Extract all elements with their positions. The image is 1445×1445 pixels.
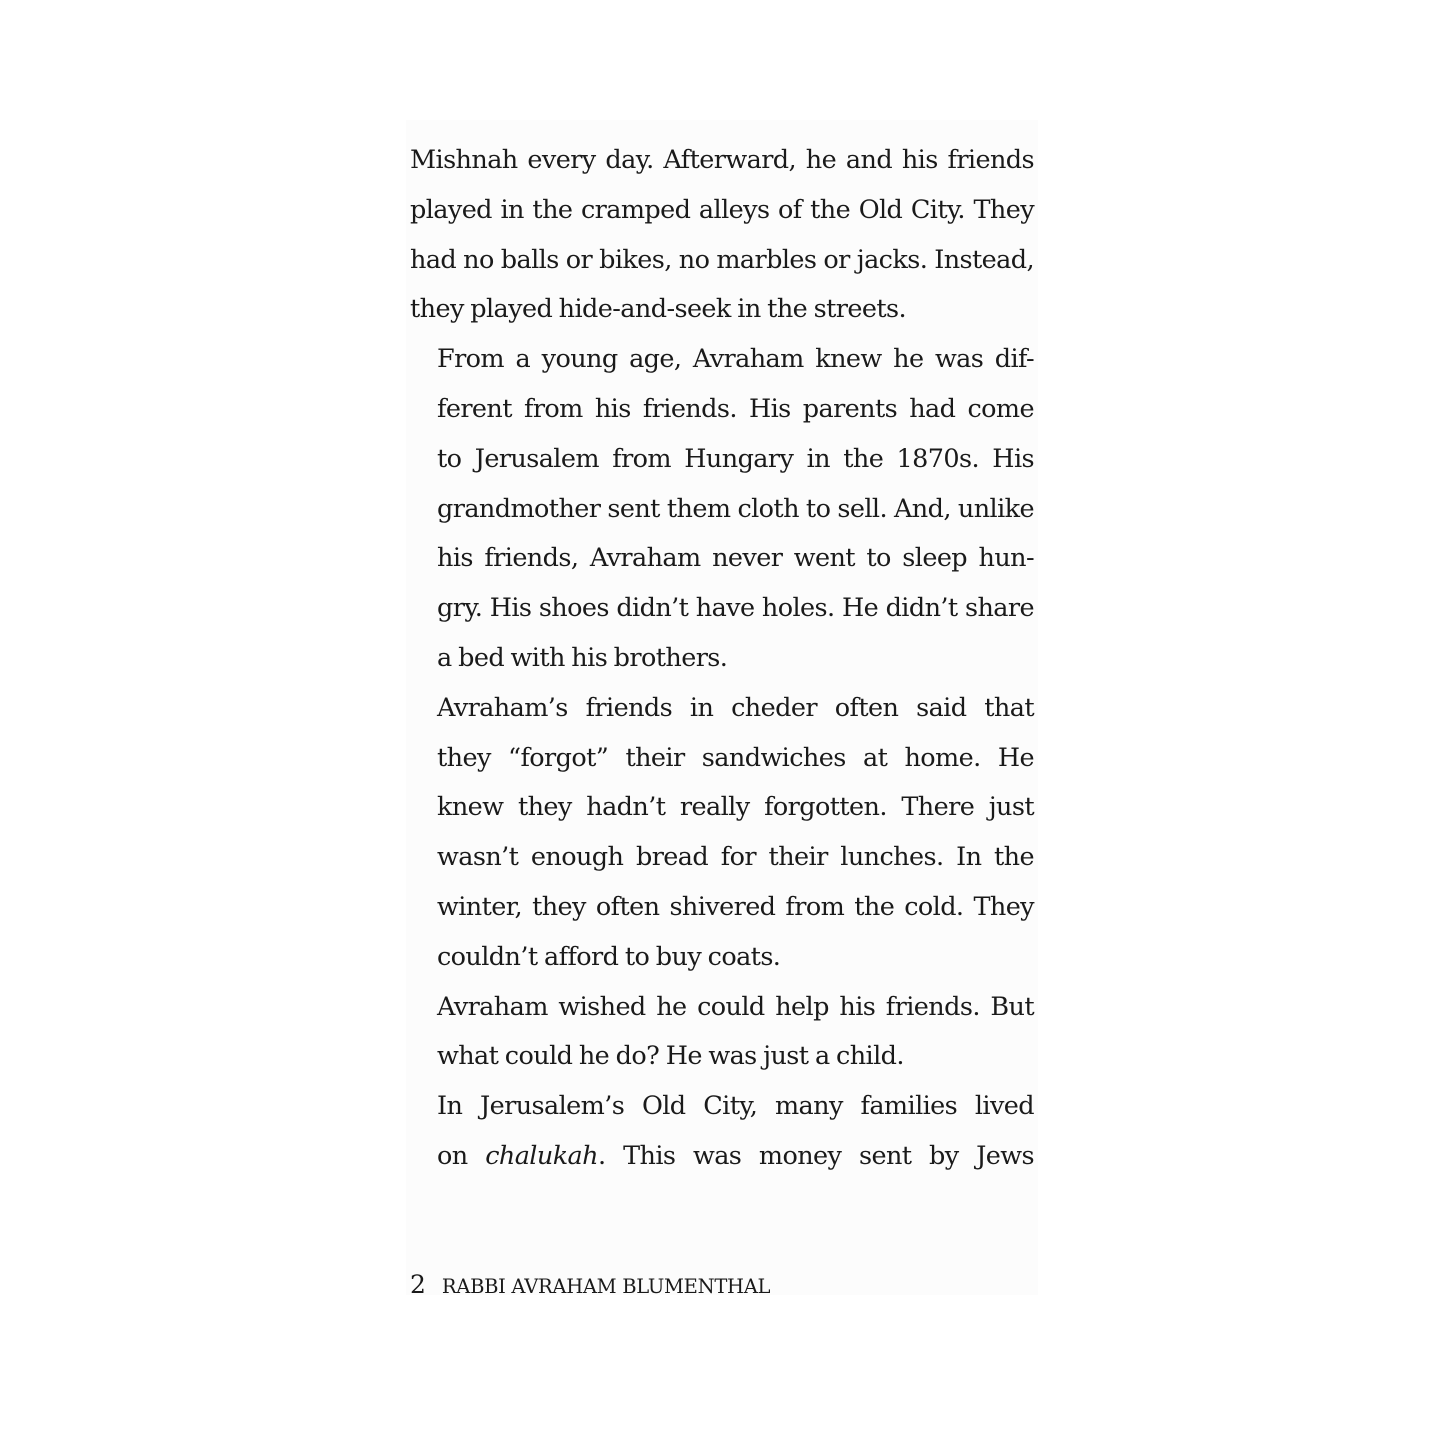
running-head: RABBI AVRAHAM BLUMENTHAL <box>441 1275 771 1298</box>
italic-term: chalukah <box>485 1140 598 1171</box>
text-line: they “forgot” their sandwiches at home. He <box>437 742 1034 773</box>
text-line: From a young age, Avraham knew he was dif- <box>437 344 1034 375</box>
paragraph-3 <box>410 684 1034 983</box>
text-line: a bed with his brothers. <box>437 642 728 673</box>
paragraph-4 <box>410 983 1034 1083</box>
page-number: 2 <box>410 1270 426 1299</box>
body-text <box>410 136 1034 1182</box>
text-line: winter, they often shivered from the cold. They <box>437 891 1034 922</box>
paragraph-5 <box>410 1082 1034 1182</box>
text-line: Mishnah every day. Afterward, he and his friends <box>410 145 1034 175</box>
text-line: gry. His shoes didn’t have holes. He didn’t share <box>437 593 1034 624</box>
text-line: couldn’t afford to buy coats. <box>437 941 781 972</box>
text-line: they played hide-and-seek in the streets. <box>410 294 906 325</box>
text-line: grandmother sent them cloth to sell. And, unlike <box>437 493 1034 524</box>
text-run: . This was money sent by Jews <box>597 1140 1034 1171</box>
text-line: Avraham wished he could help his friends. But <box>437 991 1034 1022</box>
page-footer <box>410 1270 770 1299</box>
text-run: on <box>437 1140 486 1171</box>
text-line: knew they hadn’t really forgotten. There just <box>437 792 1034 823</box>
text-line: In Jerusalem’s Old City, many families lived <box>437 1091 1034 1122</box>
text-line: wasn’t enough bread for their lunches. In the <box>437 842 1034 873</box>
text-line: to Jerusalem from Hungary in the 1870s. His <box>437 443 1034 474</box>
text-line: played in the cramped alleys of the Old City. They <box>410 194 1034 225</box>
text-line: had no balls or bikes, no marbles or jacks. Instead, <box>410 244 1034 275</box>
paragraph-2 <box>410 335 1034 684</box>
text-line: ferent from his friends. His parents had come <box>437 393 1034 424</box>
text-line: what could he do? He was just a child. <box>437 1041 904 1072</box>
text-line: his friends, Avraham never went to sleep hun- <box>437 543 1034 574</box>
text-line <box>410 1132 1034 1182</box>
text-line: Avraham’s friends in cheder often said that <box>437 692 1034 723</box>
paragraph-1 <box>410 136 1034 335</box>
